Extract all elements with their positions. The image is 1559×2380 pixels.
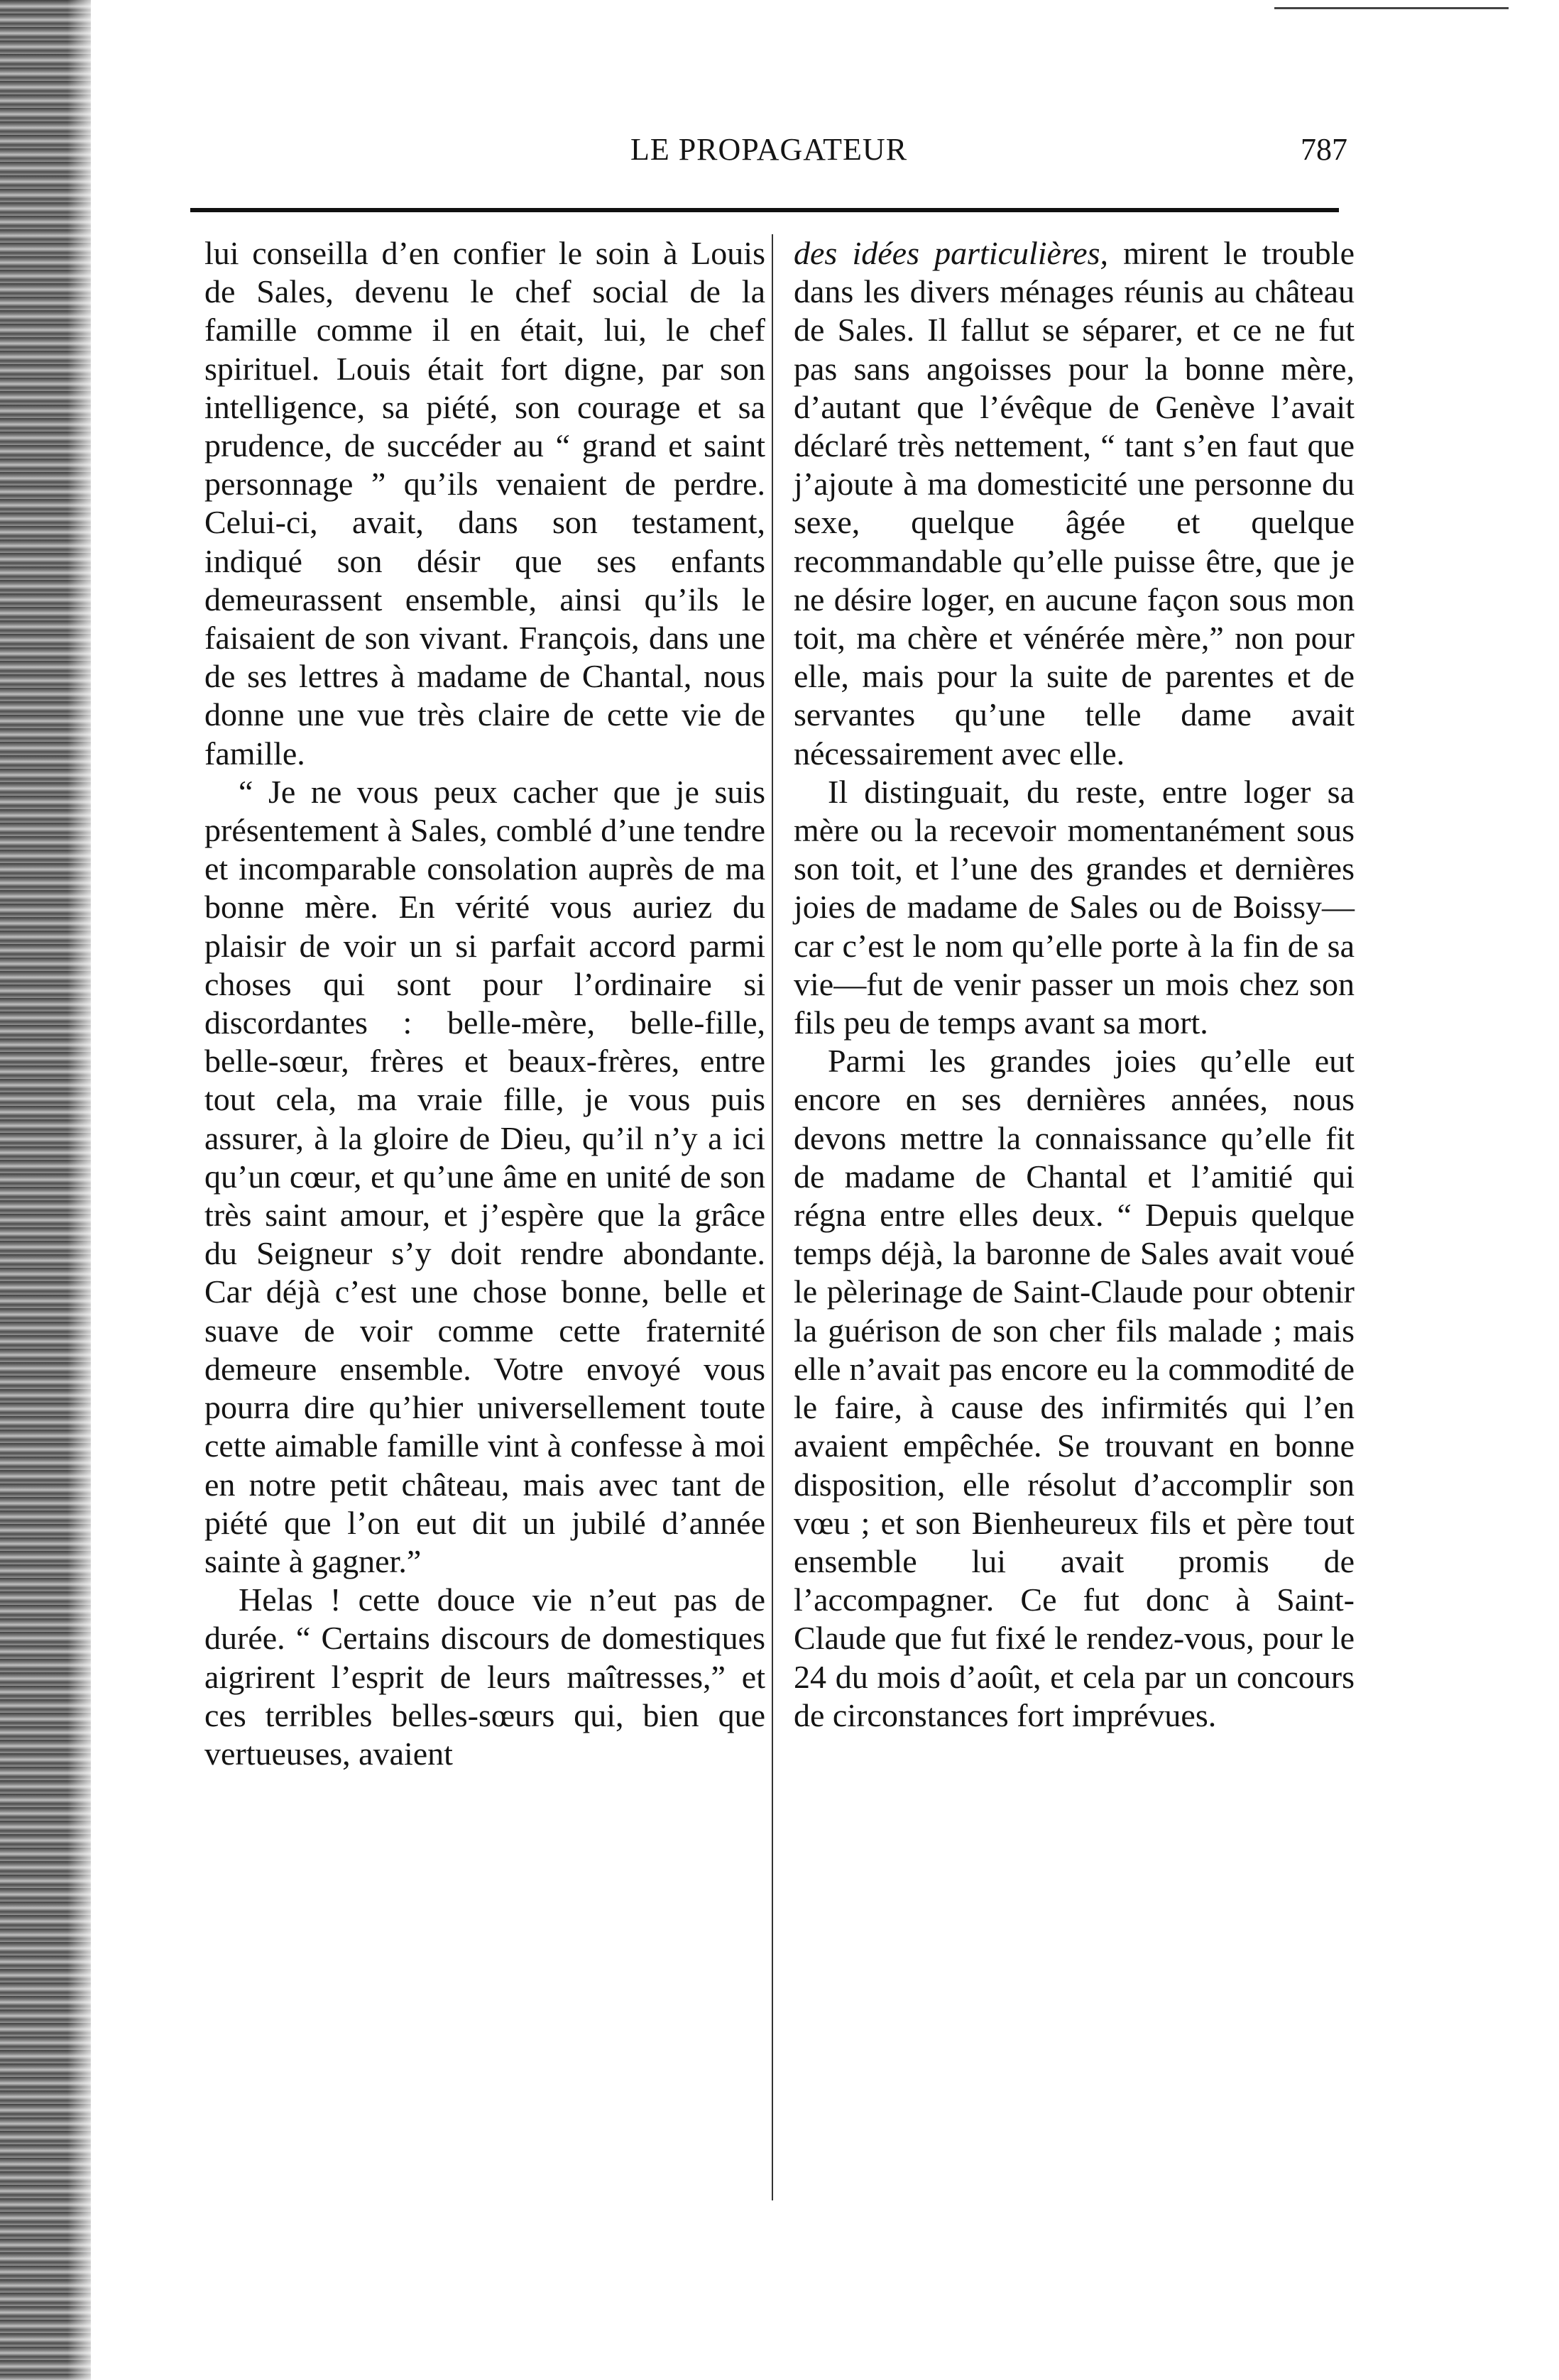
- column-divider: [772, 234, 773, 2200]
- paragraph-text: mirent le trouble dans les divers ménages réunis au château de Sales. Il fallut se séparer, et ce ne fut pas sans angoisses pour la bonne mère, d’autant que l’évêque de Genève l’avait déclaré très nettement, “ tant s’en faut que j’ajoute à ma domesticité une personne du sexe, quelque âgée et quelque recommandable qu’elle puisse être, que je ne désire loger, en aucune façon sous mon toit, ma chère et vénérée mère,” non pour elle, mais pour la suite de parentes et de servantes qu’une telle dame avait nécessairement avec elle.: [794, 235, 1355, 772]
- page-number: 787: [1301, 132, 1347, 167]
- page-header: [190, 131, 1347, 174]
- top-corner-rule: [1274, 7, 1509, 9]
- running-title: LE PROPAGATEUR: [630, 132, 908, 167]
- italic-phrase: des idées particulières,: [794, 235, 1108, 271]
- paragraph: Parmi les grandes joies qu’elle eut encore en ses dernières années, nous devons mettre la connaissance qu’elle fit de madame de Chantal et l’amitié qui régna entre elles deux. “ Depuis quelque temps déjà, la baronne de Sales avait voué le pèlerinage de Saint-Claude pour obtenir la guérison de son cher fils malade ; mais elle n’avait pas encore eu la commodité de le faire, à cause des infirmités qui l’en avaient empêchée. Se trouvant en bonne disposition, elle résolut d’accomplir son vœu ; et son Bienheureux fils et père tout ensemble lui avait promis de l’accompagner. Ce fut donc à Saint-Claude que fut fixé le rendez-vous, pour le 24 du mois d’août, et cela par un concours de circonstances fort imprévues.: [794, 1043, 1355, 1733]
- paragraph: lui conseilla d’en confier le soin à Louis de Sales, devenu le chef social de la famille comme il en était, lui, le chef spirituel. Louis était fort digne, par son intelligence, sa piété, son courage et sa prudence, de succéder au “ grand et saint personnage ” qu’ils venaient de perdre. Celui-ci, avait, dans son testament, indiqué son désir que ses enfants demeurassent ensemble, ainsi qu’ils le faisaient de son vivant. François, dans une de ses lettres à madame de Chantal, nous donne une vue très claire de cette vie de famille.: [204, 235, 765, 772]
- right-column: [794, 234, 1355, 1735]
- binding-shadow: [67, 0, 99, 2380]
- header-rule: [190, 208, 1339, 212]
- paragraph: “ Je ne vous peux cacher que je suis présentement à Sales, comblé d’une tendre et incomparable consolation auprès de ma bonne mère. En vérité vous auriez du plaisir de voir un si parfait accord parmi choses qui sont pour l’ordinaire si discordantes : belle-mère, belle-fille, belle-sœur, frères et beaux-frères, entre tout cela, ma vraie fille, je vous puis assurer, à la gloire de Dieu, qu’il n’y a ici qu’un cœur, et qu’une âme en unité de son très saint amour, et j’espère que la grâce du Seigneur s’y doit rendre abondante. Car déjà c’est une chose bonne, belle et suave de voir comme cette fraternité demeure ensemble. Votre envoyé vous pourra dire qu’hier universellement toute cette aimable famille vint à confesse à moi en notre petit château, mais avec tant de piété que l’on eut dit un jubilé d’année sainte à gagner.”: [204, 773, 765, 1579]
- paragraph: Il distinguait, du reste, entre loger sa mère ou la recevoir momentanément sous son toit, et l’une des grandes et dernières joies de madame de Sales ou de Boissy—car c’est le nom qu’elle porte à la fin de sa vie—fut de venir passer un mois chez son fils peu de temps avant sa mort.: [794, 773, 1355, 1041]
- paragraph: [794, 234, 1355, 773]
- left-column: [204, 234, 765, 1773]
- paragraph: Helas ! cette douce vie n’eut pas de durée. “ Certains discours de domestiques aigrirent l’esprit de leurs maîtresses,” et ces terribles belles-sœurs qui, bien que vertueuses, avaient: [204, 1581, 765, 1772]
